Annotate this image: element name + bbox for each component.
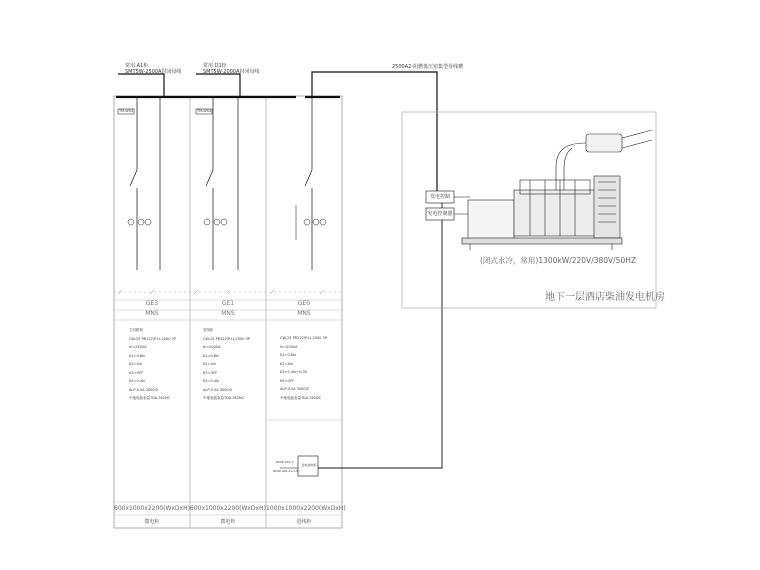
spec-line: K5=OFF [280,378,295,383]
spec-line: In=2500A [129,345,147,349]
panel-id-3: GE0 [297,300,311,307]
panel-1-schematic [118,98,160,270]
spec-title: 主回路柜 [129,328,143,332]
spec-line: K5=0.4In [203,379,220,383]
top-cable-label: 2500A2-阻燃低压密集型母线槽 [392,64,464,70]
panel-3-schematic [296,98,326,270]
panel-type-1: MNS [145,310,159,317]
panel-2-schematic [196,98,238,270]
panel-dims-2: 600x1000x2200(WxDxH) [190,505,266,512]
generator-spec: (闭式水冷，常用)1300kW/220V/380V/50HZ [480,256,636,265]
spec-line: 中地电能表量TDA-3E2NC [280,395,322,400]
panel-type-3: MNS [297,310,311,317]
spec-line: K2=4In [280,361,293,366]
feeder-cable: SMT5W-2000A封闭母线 [203,69,260,75]
feeder-line-1 [118,74,164,97]
spec-line: CW-25 PR122/P-LI-2500 3P [129,336,176,341]
panel-label-2: 馈电柜 [220,519,236,525]
panel-specs-3 [280,334,327,402]
spec-line: ALP-0.5A 3000/5 [203,387,233,392]
panel-specs-2 [203,326,250,403]
spec-line: CW-25 PR122/P-LI-2000 3P [203,336,250,341]
control-box-cable: RVVP-2X1.5 [276,460,294,464]
feeder-cable: SMT5W-2500A封闭母线 [125,69,182,75]
spec-line: ALP-0.5A 3000/5 [129,387,159,392]
panel-specs-1 [129,326,176,403]
generator-room-title: 地下一层酒店柴油发电机房 [545,292,665,303]
spec-title: 进线柜 [203,328,214,332]
panel-label-3: 进线柜 [296,519,312,525]
spec-line: K2=4In [203,362,216,366]
spec-line: 中地电能表量TDA-3E2NC [129,396,171,400]
cable-to-generator [312,72,437,196]
panel-id-2: GE1 [221,300,235,307]
panel-id-1: GE3 [145,300,159,307]
panel-dims-3: 1000x1000x2200(WxDxH) [266,505,346,512]
feeder-name: 常用 A1柜 [125,63,149,69]
spec-line: K3=OFF [203,370,218,375]
control-cable [318,200,442,468]
spec-line: K5=0.4In [129,379,146,383]
spec-line: CW-25 PR122/P-LI-2000 3P [280,336,327,340]
spec-line: K3=0.4In+0.3S [280,370,307,374]
spec-line: K1=0.8In [129,353,146,358]
panel-tag-1: TM-WS4 [119,109,134,113]
panel-dims-1: 600x1000x2200(WxDxH) [114,505,190,512]
generator-box-2-label: 发电控制器 [427,211,453,217]
spec-line: K3=OFF [129,370,144,375]
diesel-generator-icon [462,130,652,250]
control-box-label: 发电控制柜 [301,463,317,467]
generator-box-1-label: 发电控制 [429,194,450,200]
control-box-cable-2: RVVP-4X1.5+1.5 [273,469,298,473]
panel-tag-2: TM-WS4 [197,109,212,113]
panel-type-2: MNS [221,310,235,317]
spec-line: 中地电能表量TDA-3E2NC [203,396,245,400]
spec-line: In=2000A [203,345,221,349]
feeder-label-1 [125,63,181,75]
spec-line: ALP-0.5A 3000/5 [280,387,310,391]
spec-line: K2=4In [129,362,142,366]
panel-label-1: 馈电柜 [144,519,160,525]
spec-line: K1=0.8In [203,353,220,358]
spec-line: In=2000A [280,344,298,349]
feeder-line-2 [196,74,240,97]
feeder-label-2 [203,63,259,75]
feeder-name: 常用 D1柜 [203,63,227,69]
spec-line: K1=0.8In [280,353,297,357]
